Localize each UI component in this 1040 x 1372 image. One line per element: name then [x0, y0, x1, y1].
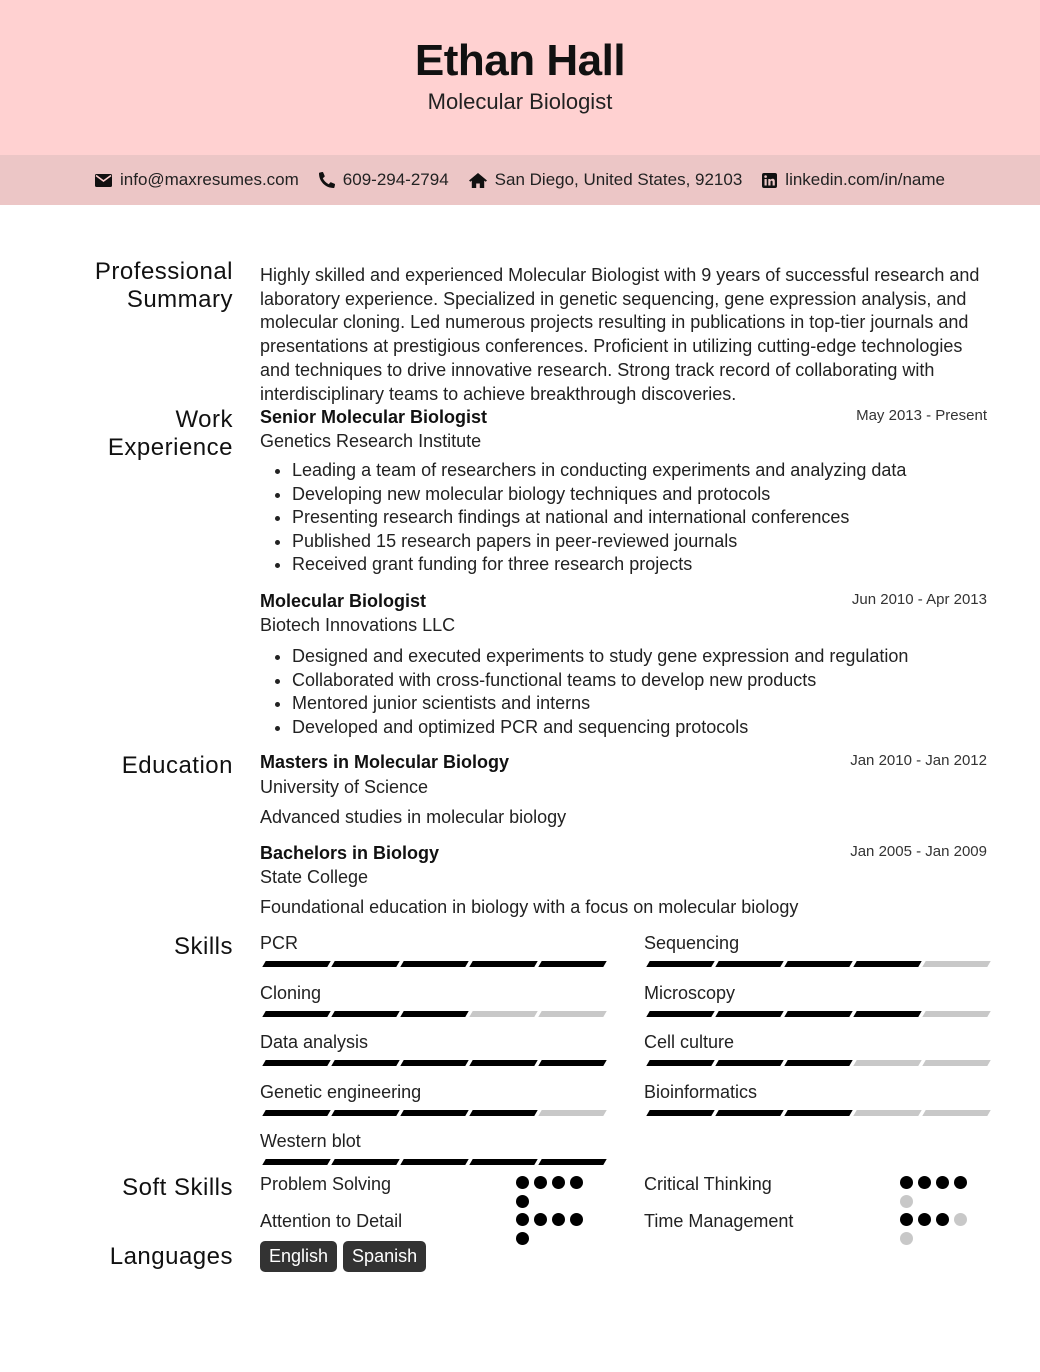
section-title-soft-skills [122, 1174, 233, 1202]
rating-dot [516, 1213, 529, 1226]
linkedin-icon [762, 173, 777, 188]
skill-level-bar [648, 1060, 989, 1066]
rating-dot [900, 1232, 913, 1245]
job-entry [260, 407, 987, 577]
skill-level-segment [469, 1159, 537, 1165]
summary-line: Highly skilled and experienced Molecular Biologist with 9 years of successful research and [260, 265, 980, 285]
skill-name: Genetic engineering [260, 1081, 422, 1102]
soft-skill-rating [516, 1213, 596, 1245]
home-icon [469, 173, 487, 188]
list-item: • Leading a team of researchers in conducting experiments and analyzing data [292, 459, 906, 483]
skill-level-bar [264, 1159, 605, 1165]
skill-level-segment [646, 1060, 714, 1066]
skill-level-segment [262, 1060, 330, 1066]
rating-dot [900, 1195, 913, 1208]
language-badge: Spanish [343, 1241, 426, 1272]
skill-level-segment [538, 1011, 606, 1017]
section-title-work-text: Work Experience [107, 406, 233, 461]
degree-title: Masters in Molecular Biology [260, 752, 510, 772]
skill-level-bar [648, 1011, 989, 1017]
soft-skill-rating [516, 1176, 596, 1208]
rating-dot [534, 1213, 547, 1226]
skill-name: Sequencing [644, 933, 740, 953]
contact-linkedin[interactable] [762, 170, 945, 190]
rating-dot [918, 1176, 931, 1189]
skill-name: Cloning [260, 982, 322, 1003]
job-organization: Genetics Research Institute [260, 431, 482, 451]
education-date: Jan 2005 - Jan 2009 [850, 843, 987, 860]
section-title-soft-skills-text: Soft Skills [122, 1174, 233, 1201]
skill-level-segment [262, 1110, 330, 1116]
skill-name: Data analysis [260, 1032, 369, 1053]
list-item: • Designed and executed experiments to study gene expression and regulation [292, 645, 908, 669]
rating-dot [516, 1232, 529, 1245]
list-item: • Developing new molecular biology techniques and protocols [292, 483, 906, 507]
skill-level-segment [784, 1110, 852, 1116]
language-badge: English [260, 1241, 337, 1272]
job-date: Jun 2010 - Apr 2013 [851, 591, 987, 608]
rating-dot [570, 1213, 583, 1226]
education-date: Jan 2010 - Jan 2012 [850, 752, 987, 769]
soft-skill-rating [900, 1213, 980, 1245]
job-bullets [260, 645, 908, 739]
rating-dot [552, 1176, 565, 1189]
skill-level-bar [264, 1011, 605, 1017]
list-item: • Received grant funding for three research projects [292, 553, 906, 577]
school-name: University of Science [260, 777, 429, 797]
education-description: Advanced studies in molecular biology [260, 807, 567, 827]
soft-skill-name: Time Management [644, 1211, 794, 1231]
list-item: • Presenting research findings at national and international conferences [292, 506, 906, 530]
skill-level-segment [262, 961, 330, 967]
rating-dot [936, 1176, 949, 1189]
job-entry [260, 591, 987, 741]
section-title-languages [110, 1243, 233, 1271]
skill-level-segment [469, 1110, 537, 1116]
rating-dot [954, 1213, 967, 1226]
list-item: • Mentored junior scientists and interns [292, 692, 908, 716]
soft-skill-name: Attention to Detail [260, 1211, 403, 1231]
skill-level-segment [922, 1011, 990, 1017]
skill-level-segment [400, 1110, 468, 1116]
skill-level-segment [784, 961, 852, 967]
skill-level-segment [331, 961, 399, 967]
rating-dot [516, 1195, 529, 1208]
skill-level-segment [784, 1011, 852, 1017]
soft-skill-item [260, 1174, 603, 1204]
skill-name: PCR [260, 933, 299, 953]
section-title-education-text: Education [121, 752, 233, 779]
skill-level-segment [853, 1060, 921, 1066]
skill-level-segment [538, 1110, 606, 1116]
soft-skill-name: Critical Thinking [644, 1174, 772, 1194]
skill-level-segment [853, 1110, 921, 1116]
skill-level-segment [853, 961, 921, 967]
skill-level-segment [331, 1159, 399, 1165]
education-entry [260, 843, 987, 923]
skill-level-segment [331, 1011, 399, 1017]
section-title-languages-text: Languages [109, 1243, 233, 1270]
rating-dot [900, 1213, 913, 1226]
languages-list [260, 1241, 426, 1272]
section-title-skills-text: Skills [173, 933, 233, 960]
contact-address [469, 170, 743, 190]
skill-level-segment [922, 1060, 990, 1066]
job-organization: Biotech Innovations LLC [260, 615, 456, 635]
job-bullets [260, 459, 906, 577]
skill-level-segment [715, 1011, 783, 1017]
phone-icon [319, 172, 335, 188]
skill-level-segment [538, 1060, 606, 1066]
skill-level-segment [331, 1110, 399, 1116]
contact-phone[interactable] [319, 170, 449, 190]
skill-level-segment [646, 961, 714, 967]
skill-name: Cell culture [644, 1032, 735, 1053]
job-date: May 2013 - Present [856, 407, 987, 424]
rating-dot [570, 1176, 583, 1189]
skill-level-bar [648, 1110, 989, 1116]
skill-level-segment [715, 1110, 783, 1116]
skill-name: Bioinformatics [644, 1081, 758, 1102]
skill-level-segment [646, 1110, 714, 1116]
skill-level-segment [262, 1159, 330, 1165]
job-title: Molecular Biologist [260, 591, 427, 611]
rating-dot [900, 1176, 913, 1189]
resume-header [0, 0, 1040, 155]
list-item: • Collaborated with cross-functional teams to develop new products [292, 669, 908, 693]
skill-level-segment [469, 961, 537, 967]
skill-level-segment [715, 1060, 783, 1066]
section-title-education [122, 752, 233, 780]
summary-line: interdisciplinary teams to achieve breakthrough discoveries. [260, 383, 737, 404]
summary-line: molecular cloning. Led numerous projects resulting in publications in top-tier journals and [260, 312, 969, 333]
address-text: San Diego, United States, 92103 [494, 170, 743, 189]
rating-dot [954, 1176, 967, 1189]
phone-text: 609-294-2794 [342, 170, 449, 189]
school-name: State College [260, 867, 369, 887]
contact-email[interactable] [95, 170, 299, 190]
skill-level-bar [648, 961, 989, 967]
section-title-skills [174, 933, 233, 961]
soft-skill-item [644, 1211, 987, 1241]
list-item: • Published 15 research papers in peer-reviewed journals [292, 530, 906, 554]
soft-skill-name: Problem Solving [260, 1174, 392, 1194]
skill-level-segment [469, 1060, 537, 1066]
contact-bar [0, 155, 1040, 205]
email-text: info@maxresumes.com [119, 170, 299, 189]
skill-level-segment [400, 961, 468, 967]
rating-dot [516, 1176, 529, 1189]
skill-level-segment [715, 961, 783, 967]
skill-level-segment [331, 1060, 399, 1066]
skill-name: Microscopy [644, 982, 736, 1003]
skill-level-bar [264, 961, 605, 967]
skill-level-segment [400, 1159, 468, 1165]
degree-title: Bachelors in Biology [260, 843, 440, 863]
skill-level-segment [262, 1011, 330, 1017]
summary-line: laboratory experience. Specialized in genetic sequencing, gene expression analysis, and [260, 288, 967, 309]
rating-dot [534, 1176, 547, 1189]
education-description: Foundational education in biology with a focus on molecular biology [260, 897, 799, 917]
candidate-title: Molecular Biologist [427, 89, 613, 114]
skill-level-segment [469, 1011, 537, 1017]
section-title-summary-text: Professional Summary [94, 258, 233, 313]
skill-level-segment [538, 961, 606, 967]
rating-dot [918, 1213, 931, 1226]
skill-level-segment [853, 1011, 921, 1017]
section-title-work [103, 406, 233, 462]
envelope-icon [95, 174, 112, 187]
soft-skill-item [644, 1174, 987, 1204]
skill-level-segment [922, 961, 990, 967]
education-entry [260, 752, 987, 832]
summary-line: and techniques to drive innovative research. Strong track record of collaborating with [260, 359, 935, 380]
rating-dot [552, 1213, 565, 1226]
section-title-summary [83, 258, 233, 314]
soft-skill-item [260, 1211, 603, 1241]
skill-name: Western blot [260, 1131, 361, 1152]
linkedin-text: linkedin.com/in/name [785, 170, 945, 189]
candidate-name: Ethan Hall [414, 36, 626, 85]
skill-level-segment [400, 1011, 468, 1017]
list-item: • Developed and optimized PCR and sequencing protocols [292, 716, 908, 740]
skill-level-segment [400, 1060, 468, 1066]
skill-level-bar [264, 1060, 605, 1066]
skill-level-segment [538, 1159, 606, 1165]
rating-dot [936, 1213, 949, 1226]
summary-text [260, 264, 987, 406]
job-title: Senior Molecular Biologist [260, 407, 488, 427]
skill-level-segment [784, 1060, 852, 1066]
skill-level-segment [922, 1110, 990, 1116]
skill-level-segment [646, 1011, 714, 1017]
soft-skill-rating [900, 1176, 980, 1208]
summary-line: presentations at prestigious conferences. Proficient in utilizing cutting-edge technologies [260, 336, 963, 357]
skill-level-bar [264, 1110, 605, 1116]
